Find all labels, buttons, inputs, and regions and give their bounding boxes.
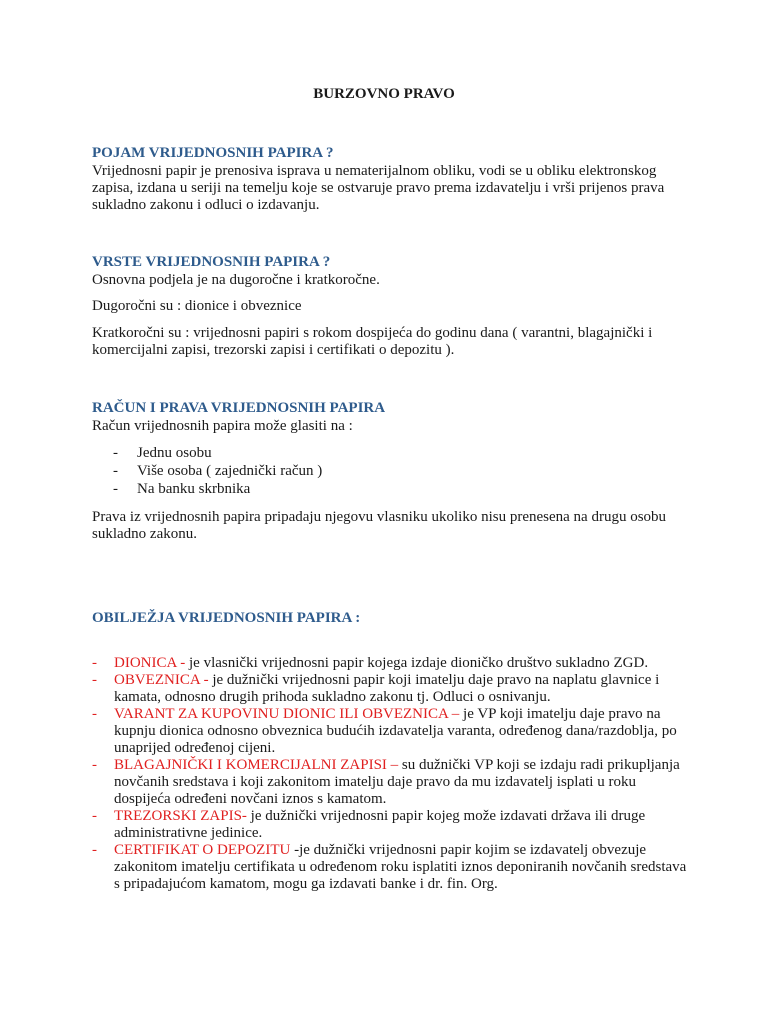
paragraph-osnovna-podjela: Osnovna podjela je na dugoročne i kratkoročne.: [92, 272, 380, 288]
paragraph-dugorocni: Dugoročni su : dionice i obveznice: [92, 298, 302, 314]
paragraph-pojam: Vrijednosni papir je prenosiva isprava u nematerijalnom obliku, vodi se u obliku elektronskog zapisa, izdana u seriji na temelju koje se ostvaruje pravo prema izdavatelju i vrši prijenos prava sukladno zakonu i odluci o izdavanju.: [92, 163, 665, 213]
term-trezorski: TREZORSKI ZAPIS-: [114, 808, 251, 824]
term-certifikat: CERTIFIKAT O DEPOZITU: [114, 842, 295, 858]
features-list: [92, 655, 692, 893]
list-item: - OBVEZNICA - je dužnički vrijednosni papir koji imatelju daje pravo na naplatu glavnice i kamata, odnosno drugih prihoda sukladno zakonu tj. Odluci o osnivanju.: [92, 672, 660, 705]
heading-racun: RAČUN I PRAVA VRIJEDNOSNIH PAPIRA: [92, 400, 386, 416]
paragraph-kratkorocni: Kratkoročni su : vrijednosni papiri s rokom dospijeća do godinu dana ( varantni, blagajnički i komercijalni zapisi, trezorski zapisi i certifikati o depozitu ).: [92, 325, 653, 358]
list-item: - BLAGAJNIČKI I KOMERCIJALNI ZAPISI – su dužnički VP koji se izdaju radi prikupljanja novčanih sredstava i koji zakonitom imatelju daje pravo da mu izdavatelj isplati u roku dospijeća određeni novčani iznos s kamatom.: [92, 757, 680, 807]
list-item: - VARANT ZA KUPOVINU DIONIC ILI OBVEZNICA – je VP koji imatelju daje pravo na kupnju dionica odnosno obveznica budućih izdavatelja varanta, određenog dana/razdoblja, po unaprijed određenoj cijeni.: [92, 706, 677, 756]
list-item: - CERTIFIKAT O DEPOZITU -je dužnički vrijednosni papir kojim se izdavatelj obvezuje zakonitom imatelju certifikata u određenom roku isplatiti iznos deponiranih novčanih sredstava s pripadajućom kamatom, mogu ga izdavati banke i dr. fin. Org.: [92, 842, 687, 892]
list-item: - Jednu osobu: [113, 445, 212, 461]
account-holder-list: [113, 445, 322, 499]
heading-obiljezja: OBILJEŽJA VRIJEDNOSNIH PAPIRA :: [92, 610, 361, 626]
list-item: - Na banku skrbnika: [113, 481, 251, 497]
list-item: - TREZORSKI ZAPIS- je dužnički vrijednosni papir kojeg može izdavati država ili druge administrativne jedinice.: [92, 808, 646, 841]
heading-pojam: POJAM VRIJEDNOSNIH PAPIRA ?: [92, 145, 334, 161]
heading-vrste: VRSTE VRIJEDNOSNIH PAPIRA ?: [92, 254, 331, 270]
list-item: - DIONICA - je vlasnički vrijednosni papir kojega izdaje dioničko društvo sukladno ZGD.: [92, 655, 649, 671]
term-varant: VARANT ZA KUPOVINU DIONIC ILI OBVEZNICA –: [114, 706, 464, 722]
paragraph-racun-outro: Prava iz vrijednosnih papira pripadaju njegovu vlasniku ukoliko nisu prenesena na drugu osobu sukladno zakonu.: [92, 509, 667, 542]
document-title: BURZOVNO PRAVO: [313, 86, 455, 102]
list-item: - Više osoba ( zajednički račun ): [113, 463, 323, 479]
term-obveznica: OBVEZNICA -: [114, 672, 213, 688]
term-dionica: DIONICA -: [114, 655, 189, 671]
term-blagajnicki: BLAGAJNIČKI I KOMERCIJALNI ZAPISI –: [114, 757, 402, 773]
paragraph-racun-intro: Račun vrijednosnih papira može glasiti na :: [92, 418, 353, 434]
